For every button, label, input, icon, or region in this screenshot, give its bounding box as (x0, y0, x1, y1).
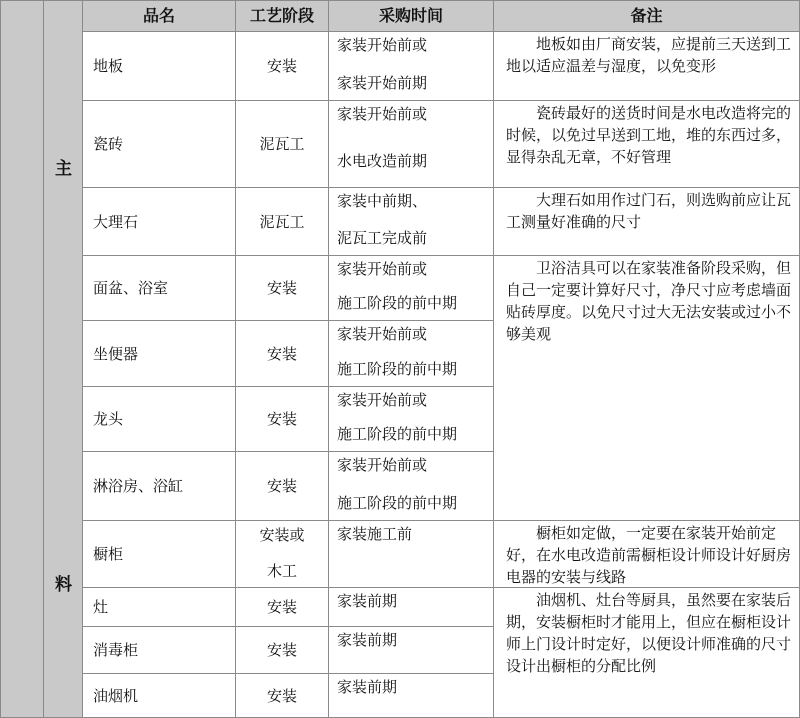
time-line-1: 家装前期 (337, 592, 398, 610)
row-name: 大理石 (82, 187, 236, 256)
time-line-1: 家装施工前 (337, 525, 413, 543)
row-stage (235, 100, 329, 188)
time-line-2: 泥瓦工完成前 (337, 229, 428, 247)
header-stage: 工艺阶段 (235, 0, 329, 32)
row-time (328, 187, 494, 256)
time-line-2: 施工阶段的前中期 (337, 360, 458, 378)
row-time (328, 451, 494, 521)
row-time (328, 100, 494, 188)
time-line-1: 家装前期 (337, 678, 398, 696)
row-name: 灶 (82, 587, 236, 627)
row-name: 油烟机 (82, 673, 236, 718)
time-line-2: 施工阶段的前中期 (337, 494, 458, 512)
time-line-1: 家装开始前或 (337, 105, 428, 123)
row-stage (235, 320, 329, 387)
stage-line-1: 安装或 (259, 526, 305, 544)
note-sanitary: 卫浴洁具可以在家装准备阶段采购，但自己一定要计算好尺寸，净尺寸应考虑墙面贴砖厚度。以免尺寸过大无法安装或过小不够美观 (493, 255, 800, 521)
note-cabinet: 橱柜如定做，一定要在家装开始前定好，在水电改造前需橱柜设计师设计好厨房电器的安装与线路 (493, 520, 800, 588)
stage-text: 安装 (266, 410, 297, 428)
category-column (43, 0, 83, 718)
row-time (328, 626, 494, 674)
note-tile: 瓷砖最好的送货时间是水电改造将完的时候，以免过早送到工地，堆的东西过多，显得杂乱无章，不好管理 (493, 100, 800, 188)
stage-text: 安装 (266, 57, 297, 75)
header-note: 备注 (493, 0, 800, 32)
stage-text: 安装 (266, 641, 297, 659)
row-stage (235, 626, 329, 674)
note-appliance: 油烟机、灶台等厨具，虽然要在家装后期，安装橱柜时才能用上，但应在橱柜设计师上门设计时定好，以便设计师准确的尺寸设计出橱柜的分配比例 (493, 587, 800, 718)
row-stage (235, 451, 329, 521)
time-line-1: 家装开始前或 (337, 456, 428, 474)
row-stage (235, 520, 329, 588)
stage-text: 泥瓦工 (259, 135, 305, 153)
category-label-material: 料 (55, 575, 72, 595)
row-name: 坐便器 (82, 320, 236, 387)
stage-text: 安装 (266, 344, 297, 363)
row-name: 瓷砖 (82, 100, 236, 188)
row-stage (235, 255, 329, 321)
time-line-1: 家装开始前或 (337, 260, 428, 278)
time-line-1: 家装前期 (337, 631, 398, 649)
side-column (0, 0, 44, 718)
row-time (328, 320, 494, 387)
stage-text: 安装 (266, 279, 297, 297)
category-label-main: 主 (55, 159, 72, 179)
row-name: 地板 (82, 31, 236, 101)
row-stage (235, 187, 329, 256)
row-stage (235, 386, 329, 452)
stage-text: 泥瓦工 (259, 212, 305, 231)
stage-text: 安装 (266, 686, 297, 705)
time-line-2: 施工阶段的前中期 (337, 294, 458, 312)
time-line-1: 家装开始前或 (337, 36, 428, 54)
row-time (328, 255, 494, 321)
row-stage (235, 673, 329, 718)
row-time (328, 520, 494, 588)
row-name: 消毒柜 (82, 626, 236, 674)
note-floor: 地板如由厂商安装，应提前三天送到工地以适应温差与湿度，以免变形 (493, 31, 800, 101)
row-time (328, 587, 494, 627)
row-time (328, 386, 494, 452)
stage-line-2: 木工 (266, 562, 297, 580)
stage-text: 安装 (266, 477, 297, 495)
time-line-2: 施工阶段的前中期 (337, 425, 458, 443)
time-line-2: 家装开始前期 (337, 74, 428, 92)
time-line-2: 水电改造前期 (337, 152, 428, 170)
row-name: 龙头 (82, 386, 236, 452)
row-name: 橱柜 (82, 520, 236, 588)
time-line-1: 家装开始前或 (337, 325, 428, 343)
row-time (328, 673, 494, 718)
row-stage (235, 31, 329, 101)
row-time (328, 31, 494, 101)
header-time: 采购时间 (328, 0, 494, 32)
row-name: 面盆、浴室 (82, 255, 236, 321)
note-marble: 大理石如用作过门石，则选购前应让瓦工测量好准确的尺寸 (493, 187, 800, 256)
time-line-1: 家装中前期、 (337, 192, 428, 210)
row-stage (235, 587, 329, 627)
stage-text: 安装 (266, 598, 297, 616)
row-name: 淋浴房、浴缸 (82, 451, 236, 521)
header-name: 品名 (82, 0, 236, 32)
time-line-1: 家装开始前或 (337, 391, 428, 409)
